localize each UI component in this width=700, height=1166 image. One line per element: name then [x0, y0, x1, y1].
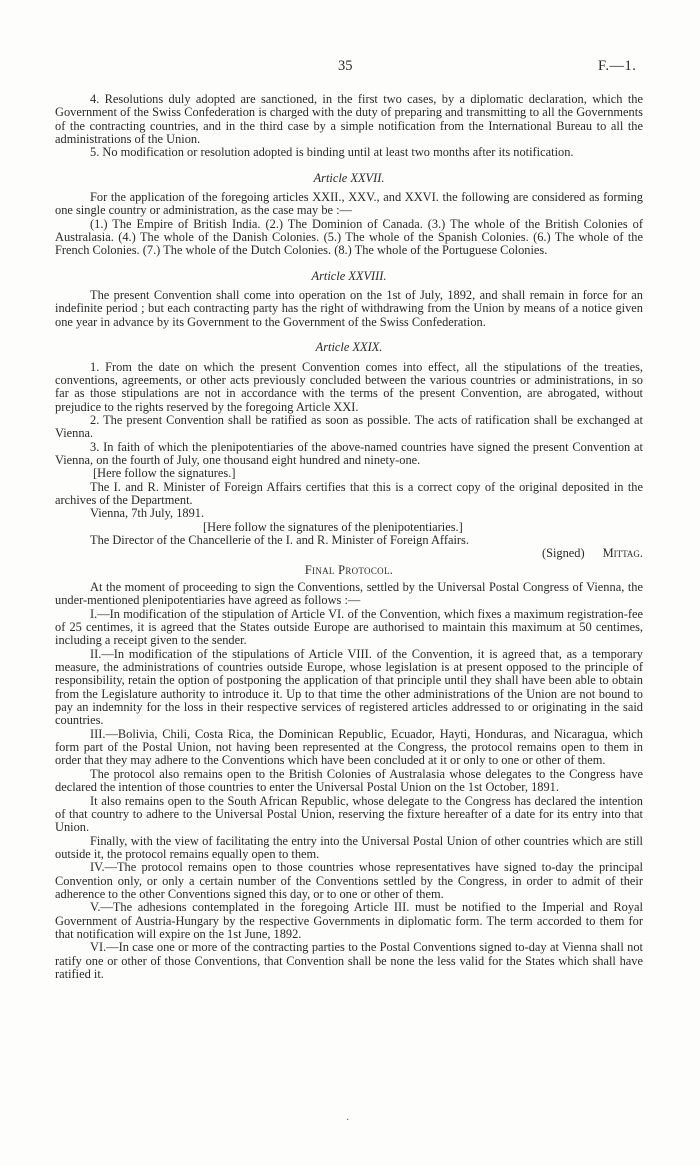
paragraph: IV.—The protocol remains open to those countries whose representatives have signed to-day the principal Convention only, or only a certain number of the Conventions settled by the Congress, in order to admit of their adherence to the other Conventions signed this day, or to one or other of them.: [55, 860, 643, 901]
paragraph: The Director of the Chancellerie of the I. and R. Minister of Foreign Affairs.: [90, 532, 469, 547]
paragraph: VI.—In case one or more of the contracting parties to the Postal Conventions signed to-day at Vienna shall not ratify one or other of those Conventions, that Convention shall be none the less valid for the States which shall have ratified it.: [55, 940, 643, 981]
paragraph: The I. and R. Minister of Foreign Affairs certifies that this is a correct copy of the original deposited in the archives of the Department.: [55, 479, 643, 507]
signed-line: [55, 547, 643, 560]
paragraph: (1.) The Empire of British India. (2.) The Dominion of Canada. (3.) The whole of the British Colonies of Australasia. (4.) The whole of the Danish Colonies. (5.) The whole of the Spanish Colonies. (6.) The whole of the French Colonies. (7.) The whole of the Dutch Colonies. (8.) The whole of the Portuguese Colonies.: [55, 216, 643, 258]
paragraph: II.—In modification of the stipulations of Article VIII. of the Convention, it is agreed that, as a temporary measure, the administrations of countries outside Europe, whose legislation is at present opposed to the principle of responsibility, retain the option of postponing the application of that principle until they shall have been able to obtain from the Legislature authority to introduce it. Up to that time the other administrations of the Union are not bound to pay an indemnity for the loss in their respective services of registered articles addressed to or originating in the said countries.: [55, 646, 643, 728]
paragraph: At the moment of proceeding to sign the Conventions, settled by the Universal Postal Congress of Vienna, the under-mentioned plenipotentiaries have agreed as follows :—: [55, 580, 643, 608]
print-mark-dot: ·: [346, 1115, 350, 1126]
signature-note: [Here follow the signatures of the plenipotentiaries.]: [203, 519, 463, 534]
dateline: Vienna, 7th July, 1891.: [90, 506, 205, 521]
paragraph: Finally, with the view of facilitating the entry into the Universal Postal Union of other countries which are still outside it, the protocol remains equally open to them.: [55, 833, 643, 861]
paragraph: 3. In faith of which the plenipotentiaries of the above-named countries have signed the present Convention at Vienna, on the fourth of July, one thousand eight hundred and ninety-one.: [55, 439, 643, 467]
article-heading: Article XXVII.: [313, 170, 385, 185]
paragraph: It also remains open to the South African Republic, whose delegate to the Congress has declared the intention of that country to adhere to the Universal Postal Union, reserving the fixture hereafter of a date for its entry into that Union.: [55, 793, 643, 835]
article-heading: Article XXVIII.: [311, 268, 387, 283]
paragraph: I.—In modification of the stipulation of Article VI. of the Convention, which fixes a maximum registration-fee of 25 centimes, it is agreed that the States outside Europe are authorised to maintain this maximum at 50 centimes, including a receipt given to the sender.: [55, 606, 643, 648]
section-heading: Final Protocol.: [304, 562, 394, 577]
signature-note: [Here follow the signatures.]: [93, 466, 236, 481]
paragraph: III.—Bolivia, Chili, Costa Rica, the Dominican Republic, Ecuador, Hayti, Honduras, and Nicaragua, which form part of the Postal Union, not having been represented at the Congress, the protocol remains open to them in order that they may adhere to the Conventions which have been concluded at it or only to one or other of them.: [55, 726, 643, 768]
signatory-name: Mittag.: [602, 546, 643, 561]
paragraph: V.—The adhesions contemplated in the foregoing Article III. must be notified to the Imperial and Royal Government of Austria-Hungary by the respective Governments in diplomatic form. The term accorded to them for that notification will expire on the 1st June, 1892.: [55, 900, 643, 941]
document-code: F.—1.: [598, 58, 637, 74]
paragraph: 1. From the date on which the present Convention comes into effect, all the stipulations of the treaties, conventions, agreements, or other acts previously concluded between the various countries or administrations, in so far as those stipulations are not in accordance with the terms of the present Convention, are abrogated, without prejudice to the rights reserved by the foregoing Article XXI.: [55, 359, 643, 414]
paragraph: 2. The present Convention shall be ratified as soon as possible. The acts of ratification shall be exchanged at Vienna.: [55, 412, 643, 441]
paragraph: For the application of the foregoing articles XXII., XXV., and XXVI. the following are considered as forming one single country or administration, as the case may be :—: [55, 190, 643, 218]
page-number: 35: [338, 58, 353, 74]
paragraph: 5. No modification or resolution adopted is binding until at least two months after its notification.: [90, 145, 574, 160]
paragraph: The protocol also remains open to the British Colonies of Australasia whose delegates to the Congress have declared the intention of those countries to enter the Universal Postal Union on the 1st October, 1891.: [55, 766, 643, 795]
paragraph: 4. Resolutions duly adopted are sanctioned, in the first two cases, by a diplomatic declaration, which the Government of the Swiss Confederation is charged with the duty of preparing and transmitting to all the Governments of the contracting countries, and in the third case by a simple notification from the International Bureau to all the administrations of the Union.: [55, 92, 643, 147]
article-heading: Article XXIX.: [315, 340, 383, 355]
document-body: [55, 93, 643, 981]
paragraph: The present Convention shall come into operation on the 1st of July, 1892, and shall remain in force for an indefinite period ; but each contracting party has the right of withdrawing from the Union by means of a notice given one year in advance by its Government to the Government of the Swiss Confederation.: [55, 288, 643, 329]
signed-label: (Signed): [541, 546, 585, 561]
